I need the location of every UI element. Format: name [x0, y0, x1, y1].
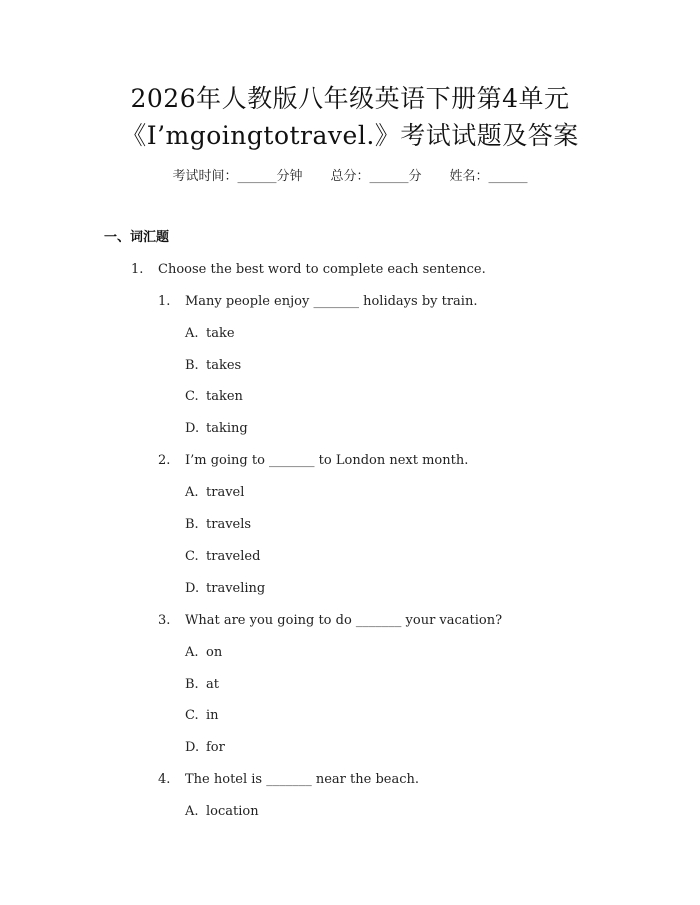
question-text: Many people enjoy _______ holidays by train.: [185, 294, 478, 309]
option-letter: A.: [185, 326, 199, 341]
option-1c: [185, 388, 243, 406]
option-3c: [185, 707, 219, 725]
exam-meta: [0, 168, 700, 186]
option-1d: [185, 420, 248, 438]
option-letter: D.: [185, 740, 200, 755]
question-2: [158, 452, 468, 470]
option-4a: [185, 803, 259, 821]
option-letter: D.: [185, 581, 200, 596]
option-3a: [185, 644, 222, 662]
section-heading: 一、词汇题: [104, 230, 170, 245]
question-number: 3.: [158, 613, 171, 628]
option-letter: A.: [185, 485, 199, 500]
option-text: traveled: [206, 549, 261, 564]
option-text: travels: [206, 517, 252, 532]
option-2b: [185, 516, 251, 534]
option-letter: C.: [185, 389, 199, 404]
exam-time-field: 考试时间：______分钟: [172, 169, 303, 184]
option-text: taking: [206, 421, 248, 436]
question-4: [158, 771, 419, 789]
option-2d: [185, 580, 265, 598]
option-letter: A.: [185, 645, 199, 660]
question-text: The hotel is _______ near the beach.: [185, 772, 420, 787]
option-3d: [185, 739, 225, 757]
instruction-text: Choose the best word to complete each sentence.: [158, 262, 486, 277]
option-text: for: [206, 740, 225, 755]
option-text: take: [206, 326, 235, 341]
question-text: What are you going to do _______ your vacation?: [185, 613, 503, 628]
question-number: 4.: [158, 772, 171, 787]
option-text: at: [206, 677, 219, 692]
option-2c: [185, 548, 260, 566]
option-text: on: [206, 645, 223, 660]
option-letter: D.: [185, 421, 200, 436]
option-text: traveling: [206, 581, 266, 596]
instruction: [131, 261, 486, 279]
option-letter: A.: [185, 804, 199, 819]
option-2a: [185, 484, 244, 502]
total-score-field: 总分：______分: [330, 169, 422, 184]
option-1b: [185, 357, 241, 375]
question-text: I’m going to _______ to London next month.: [185, 453, 469, 468]
option-text: in: [206, 708, 219, 723]
question-number: 2.: [158, 453, 171, 468]
option-letter: C.: [185, 549, 199, 564]
question-3: [158, 612, 502, 630]
instruction-number: 1.: [131, 262, 144, 277]
option-letter: B.: [185, 677, 199, 692]
option-3b: [185, 676, 219, 694]
option-text: travel: [206, 485, 245, 500]
option-letter: B.: [185, 358, 199, 373]
option-1a: [185, 325, 235, 343]
page-title-line-2: 《I’mgoingtotravel.》考试试题及答案: [121, 121, 579, 150]
option-text: taken: [206, 389, 243, 404]
question-1: [158, 293, 477, 311]
option-letter: B.: [185, 517, 199, 532]
option-text: location: [206, 804, 259, 819]
question-number: 1.: [158, 294, 171, 309]
option-letter: C.: [185, 708, 199, 723]
student-name-field: 姓名：______: [449, 169, 528, 184]
page-title-line-1: 2026年人教版八年级英语下册第4单元: [130, 84, 570, 113]
option-text: takes: [206, 358, 242, 373]
